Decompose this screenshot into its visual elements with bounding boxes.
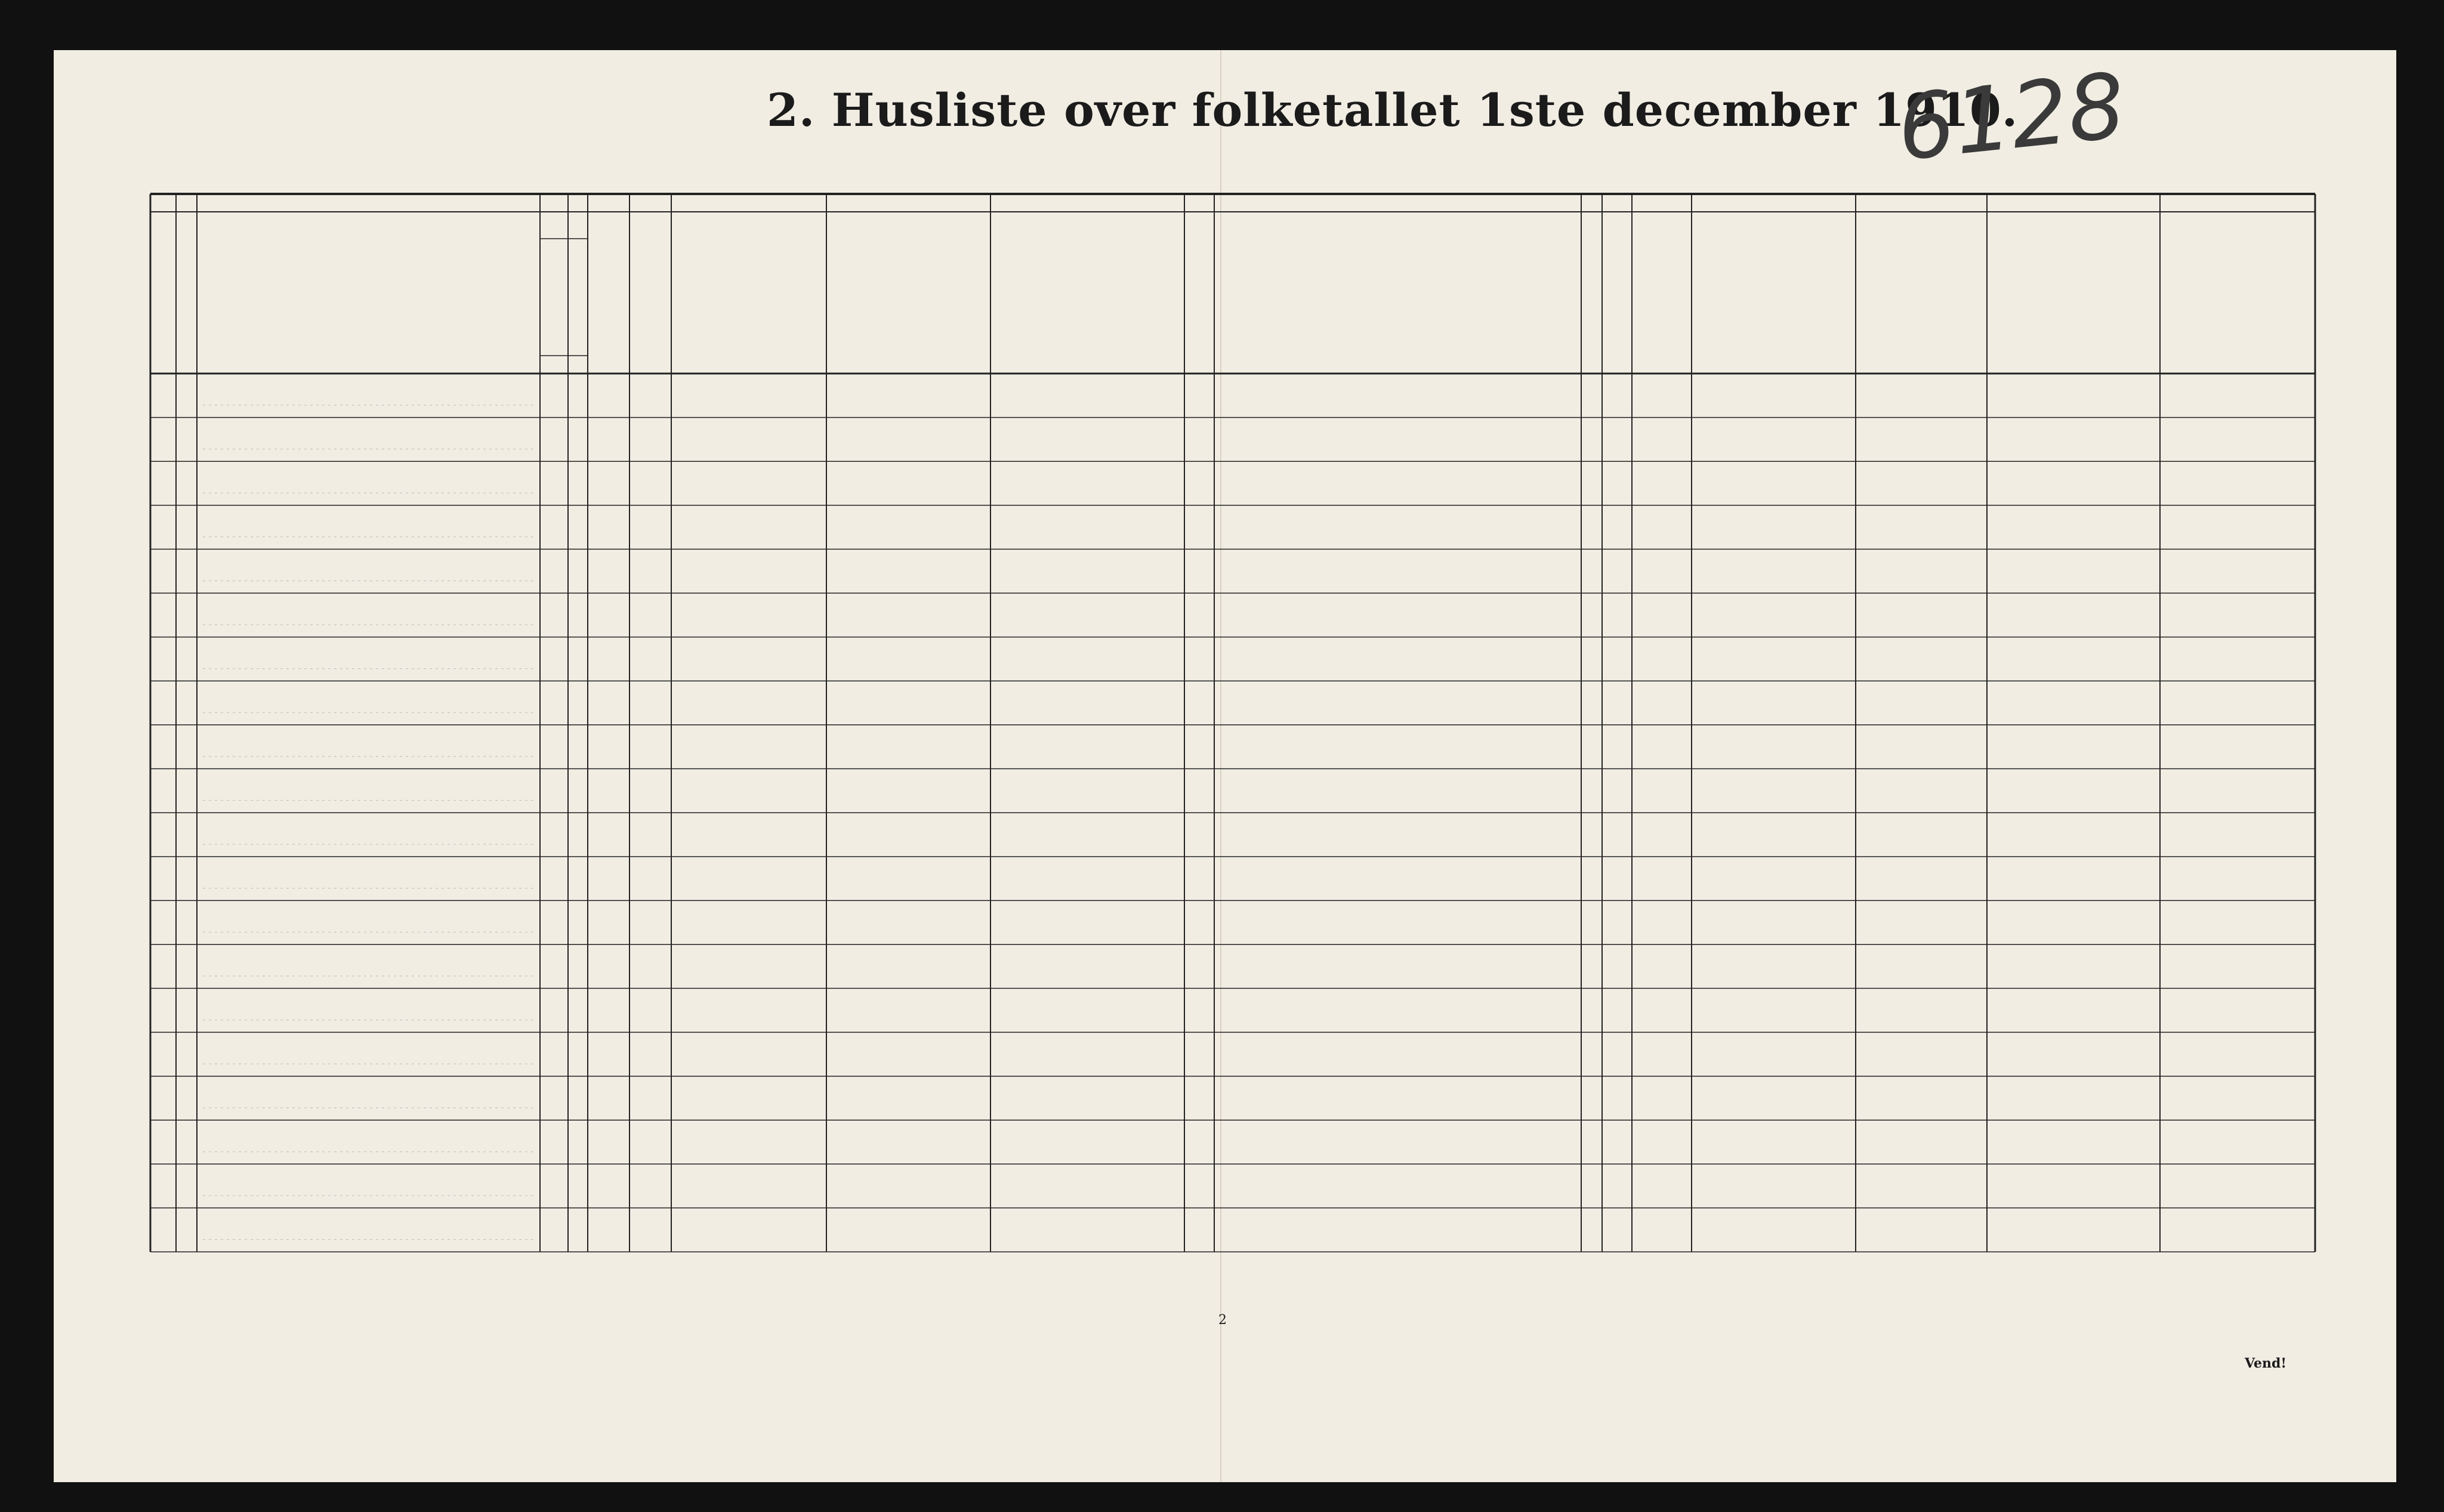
turn-page-note: Vend! [2245, 1356, 2287, 1371]
archive-number: 6128 [1892, 54, 2130, 181]
page-title: 2. Husliste over folketallet 1ste december 1910. [767, 84, 2019, 137]
page-number: 2 [1218, 1313, 1227, 1328]
